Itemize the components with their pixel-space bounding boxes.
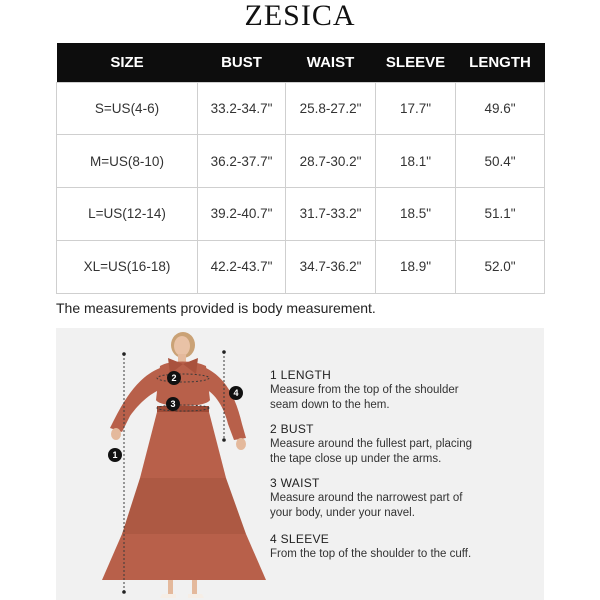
cell-waist: 34.7-36.2" [286, 240, 376, 293]
header-size: SIZE [57, 43, 198, 82]
instruction-sleeve [270, 532, 540, 562]
model-leg-right [192, 580, 197, 594]
cell-bust: 42.2-43.7" [198, 240, 286, 293]
table-row [57, 82, 545, 135]
cell-size: S=US(4-6) [57, 82, 198, 135]
brand-logo: ZESICA [244, 0, 356, 32]
measurement-note: The measurements provided is body measurement. [56, 300, 376, 316]
marker-label-1: 1 [112, 450, 118, 460]
size-chart-table [56, 43, 545, 294]
cell-sleeve: 18.5" [376, 188, 456, 241]
cell-size: XL=US(16-18) [57, 240, 198, 293]
cell-bust: 36.2-37.7" [198, 135, 286, 188]
marker-label-4: 4 [233, 388, 239, 398]
instruction-title: 4 SLEEVE [270, 532, 330, 546]
cell-waist: 25.8-27.2" [286, 82, 376, 135]
instruction-desc-line: Measure around the fullest part, placing [270, 438, 473, 450]
model-neck [178, 354, 186, 362]
header-sleeve: SLEEVE [376, 43, 456, 82]
length-line-start-dot [122, 352, 126, 356]
model-skirt-tier-3 [102, 534, 266, 580]
instruction-desc-line: Measure around the narrowest part of [270, 492, 463, 504]
instruction-desc-line: the tape close up under the arms. [270, 453, 442, 465]
length-line-end-dot [122, 590, 126, 594]
cell-waist: 28.7-30.2" [286, 135, 376, 188]
model-hand-right [236, 438, 246, 450]
model-hand-left [111, 428, 121, 440]
cell-length: 52.0" [456, 240, 545, 293]
model-skirt-tier-2 [122, 478, 246, 534]
table-row [57, 188, 545, 241]
instruction-bust [270, 422, 540, 467]
instruction-title: 3 WAIST [270, 476, 320, 490]
cell-sleeve: 17.7" [376, 82, 456, 135]
marker-label-2: 2 [171, 373, 177, 383]
cell-bust: 39.2-40.7" [198, 188, 286, 241]
cell-size: L=US(12-14) [57, 188, 198, 241]
cell-length: 51.1" [456, 188, 545, 241]
header-length: LENGTH [456, 43, 545, 82]
model-skirt-tier-1 [140, 412, 226, 478]
instruction-waist [270, 476, 540, 521]
model-shoe-left [160, 594, 176, 598]
sleeve-line-end-dot [222, 438, 226, 442]
instruction-desc-line: seam down to the hem. [270, 399, 390, 411]
table-header-row [57, 43, 545, 82]
cell-sleeve: 18.9" [376, 240, 456, 293]
model-shoe-right [188, 594, 204, 598]
table-row [57, 240, 545, 293]
cell-length: 49.6" [456, 82, 545, 135]
model-leg-left [168, 580, 173, 594]
instruction-title: 1 LENGTH [270, 368, 332, 382]
model-waist-band [157, 406, 209, 412]
marker-label-3: 3 [170, 399, 176, 409]
table-row [57, 135, 545, 188]
instruction-length [270, 368, 540, 413]
instruction-desc-line: your body, under your navel. [270, 507, 415, 519]
cell-sleeve: 18.1" [376, 135, 456, 188]
header-bust: BUST [198, 43, 286, 82]
cell-bust: 33.2-34.7" [198, 82, 286, 135]
instruction-title: 2 BUST [270, 422, 314, 436]
cell-waist: 31.7-33.2" [286, 188, 376, 241]
model-bodice [156, 362, 210, 407]
instruction-desc-line: From the top of the shoulder to the cuff. [270, 548, 472, 560]
sleeve-line-start-dot [222, 350, 226, 354]
header-waist: WAIST [286, 43, 376, 82]
model-face [174, 336, 190, 356]
instruction-desc-line: Measure from the top of the shoulder [270, 384, 459, 396]
cell-size: M=US(8-10) [57, 135, 198, 188]
cell-length: 50.4" [456, 135, 545, 188]
